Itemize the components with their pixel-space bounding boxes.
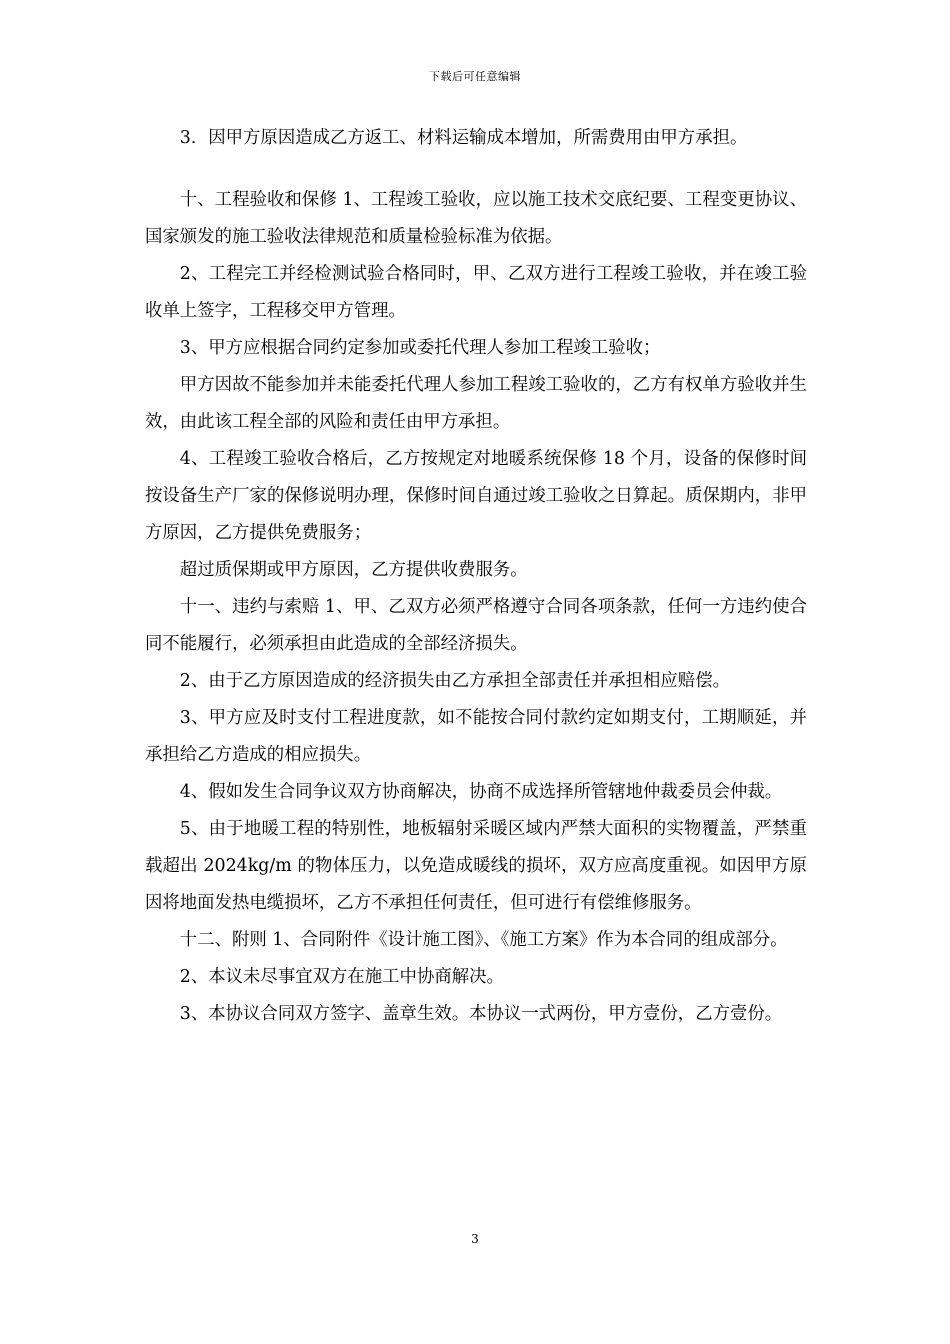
paragraph: 4、假如发生合同争议双方协商解决，协商不成选择所管辖地仲裁委员会仲裁。: [179, 782, 783, 802]
paragraph: 2、由于乙方原因造成的经济损失由乙方承担全部责任并承担相应赔偿。: [179, 671, 730, 691]
paragraph: 5、由于地暖工程的特别性，地板辐射采暖区域内严禁大面积的实物覆盖，严禁重载超出 2024kg/m 的物体压力，以免造成暖线的损坏，双方应高度重视。如因甲方原因将地面发热电缆损坏，乙方不承担任何责任，但可进行有偿维修服务。: [145, 819, 807, 913]
paragraph: 3、本协议合同双方签字、盖章生效。本协议一式两份，甲方壹份，乙方壹份。: [179, 1004, 783, 1024]
page-header: 下载后可任意编辑: [429, 70, 521, 83]
paragraph: 十一、违约与索赔 1、甲、乙双方必须严格遵守合同各项条款，任何一方违约使合同不能履行，必须承担由此造成的全部经济损失。: [145, 597, 807, 654]
paragraph: 3．因甲方原因造成乙方返工、材料运输成本增加，所需费用由甲方承担。: [179, 128, 748, 148]
paragraph: 甲方因故不能参加并未能委托代理人参加工程竣工验收的，乙方有权单方验收并生效，由此该工程全部的风险和责任由甲方承担。: [145, 375, 807, 432]
paragraph: 2、工程完工并经检测试验合格同时，甲、乙双方进行工程竣工验收，并在竣工验收单上签字，工程移交甲方管理。: [145, 264, 807, 321]
page-number: 3: [471, 1232, 479, 1246]
paragraph: 超过质保期或甲方原因，乙方提供收费服务。: [179, 560, 528, 580]
paragraph: 4、工程竣工验收合格后，乙方按规定对地暖系统保修 18 个月，设备的保修时间按设备生产厂家的保修说明办理，保修时间自通过竣工验收之日算起。质保期内，非甲方原因，乙方提供免费服务；: [145, 449, 807, 543]
paragraph: 3、甲方应根据合同约定参加或委托代理人参加工程竣工验收；: [179, 338, 661, 358]
paragraph: 3、甲方应及时支付工程进度款，如不能按合同付款约定如期支付，工期顺延，并承担给乙方造成的相应损失。: [145, 708, 807, 765]
paragraph: 十、工程验收和保修 1、工程竣工验收，应以施工技术交底纪要、工程变更协议、国家颁发的施工验收法律规范和质量检验标准为依据。: [145, 190, 807, 247]
paragraph: 2、本议未尽事宜双方在施工中协商解决。: [179, 967, 504, 987]
contract-body: [145, 120, 807, 1033]
paragraph: 十二、附则 1、合同附件《设计施工图》、《施工方案》作为本合同的组成部分。: [179, 930, 788, 950]
